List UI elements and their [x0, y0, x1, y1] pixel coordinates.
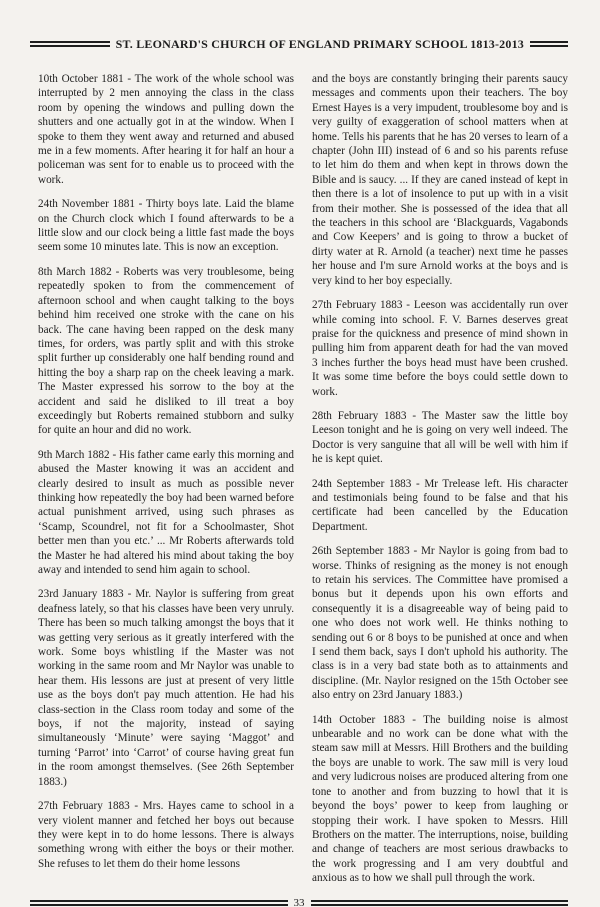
entry-paragraph: 23rd January 1883 - Mr. Naylor is suffering from great deafness lately, so that his classes have been very unruly. There has been so much talking amongst the boys that it was getting very serious as it greatly interfered with the work. Some boys whistling if the Master was not working in the same room and Mr Naylor was unable to hear them. His lessons are just at present of very little use as the boys don't pay much attention. He had his class-section in the Class room today and some of the boys, if not the majority, instead of saying simultaneously ‘Minute’ were saying ‘Maggot’ and turning ‘Parrot’ into ‘Carrot’ of course having great fun in the room amongst themselves. (See 26th September 1883.): [38, 588, 294, 788]
entry-paragraph: 28th February 1883 - The Master saw the little boy Leeson tonight and he is going on very well indeed. The Doctor is very sanguine that all will be well with him if he is kept quiet.: [312, 409, 568, 466]
entry-paragraph: 24th September 1883 - Mr Trelease left. His character and testimonials being found to be false and that his certificate had been cancelled by the Education Department.: [312, 477, 568, 533]
entry-paragraph: 27th February 1883 - Mrs. Hayes came to school in a very violent manner and fetched her boys out because they were kept in to do home lessons. There is always something wrong with either the boys or their mother. She refuses to let them do their home lessons: [38, 800, 294, 870]
left-column: [38, 72, 294, 896]
header-rule-right: [530, 41, 568, 47]
page-number: 33: [293, 898, 305, 907]
header-rule-left: [30, 41, 110, 47]
text-columns: [38, 72, 568, 896]
header-title: ST. LEONARD'S CHURCH OF ENGLAND PRIMARY SCHOOL 1813-2013: [115, 36, 524, 51]
entry-paragraph: 27th February 1883 - Leeson was accidentally run over while coming into school. F. V. Barnes deserves great praise for the quickness and presence of mind shown in pulling him from apparent death for had the van moved 3 inches further the boys head must have been crushed. It was some time before the boys could settle down to work.: [312, 299, 568, 398]
entry-paragraph: 26th September 1883 - Mr Naylor is going from bad to worse. Thinks of resigning as the money is not enough to retain his services. The Committee have promised a bonus but it depends upon his own efforts and consequently it is a disagreeable way of being paid to one who does not work well. He thinks nothing to sending out 6 or 8 boys to be punished at once and when I send them back, says I don't uphold his authority. The class is in a very bad state both as to attainments and discipline. (Mr. Naylor resigned on the 15th October see also entry on 23rd January 1883.): [312, 545, 568, 702]
entry-paragraph: 14th October 1883 - The building noise is almost unbearable and no work can be done what with the steam saw mill at Messrs. Hill Brothers and the building the boys are unable to work. The saw mill is very loud and very ludicrous noises are produced altering from one tone to another and from buzzing to howl that it is beyond the boys’ power to keep from laughing or stopping their work. I have spoken to Messrs. Hill Brothers on the matter. The interruptions, noise, building and change of teachers are most serious drawbacks to the work progressing and I am very doubtful and anxious as to how we shall pull through the work.: [312, 713, 568, 885]
footer-rule-left: [30, 900, 288, 906]
footer-rule-right: [311, 900, 569, 906]
entry-paragraph: and the boys are constantly bringing their parents saucy messages and comments upon their teachers. The boy Ernest Hayes is a very impudent, troublesome boy and is very guilty of exaggeration of school matters when at home. Tells his parents that he has 20 verses to learn of a chapter (John III) instead of 6 and so his parents refuse to let him do them and when kept in throws down the Bible and is saucy. ... If they are caned instead of kept in then there is a lot of insolence to put up with in a visit from their mother. She is possessed of the idea that all the teachers in this school are ‘Blackguards, Vagabonds and Cow Keepers’ and is going to throw a bucket of dirty water at R. Arnold (a teacher) next time he passes her house and I'm sure Arnold works at the boys and is very kind to her boy especially.: [312, 73, 568, 287]
entry-paragraph: 8th March 1882 - Roberts was very troublesome, being repeatedly spoken to from the commencement of afternoon school and when caught talking to the boys behind him received one stroke with the cane on his back. The cane having been rapped on the desk many times, for orders, was partly split and with this stroke split further up considerably one half bending round and hitting the boy a sharp rap on the cheek leaving a mark. The Master expressed his sorrow to the boy at the accident and said he disliked to ill treat a boy exceedingly but Roberts remained stubborn and sulky for quite an hour and did no work.: [38, 265, 294, 437]
right-column: [312, 72, 568, 896]
entry-paragraph: 24th November 1881 - Thirty boys late. Laid the blame on the Church clock which I found afterwards to be a little slow and our clock being a little fast made the boys seem some 10 minutes late. This is now an exception.: [38, 198, 294, 254]
running-header: [30, 33, 568, 55]
entry-paragraph: 10th October 1881 - The work of the whole school was interrupted by 2 men annoying the class in the class room by opening the windows and pulling down the shutters and one actually got in at the window. When I spoke to them they went away and returned and abused me in a few moments. After hearing it for half an hour a policeman was sent for to enable us to proceed with the work.: [38, 73, 294, 186]
entry-paragraph: 9th March 1882 - His father came early this morning and abused the Master knowing it was an accident and clearly desired to insult as much as possible never thinking how repeatedly the boy had been warned before actual punishment arrived, using such phrases as ‘Scamp, Scoundrel, not fit for a Schoolmaster, Shot better men than you etc.’ ... Mr Roberts afterwards told the Master he had altered his mind about taking the boy away and intended to send him again to school.: [38, 448, 294, 576]
page-footer: [30, 898, 568, 907]
